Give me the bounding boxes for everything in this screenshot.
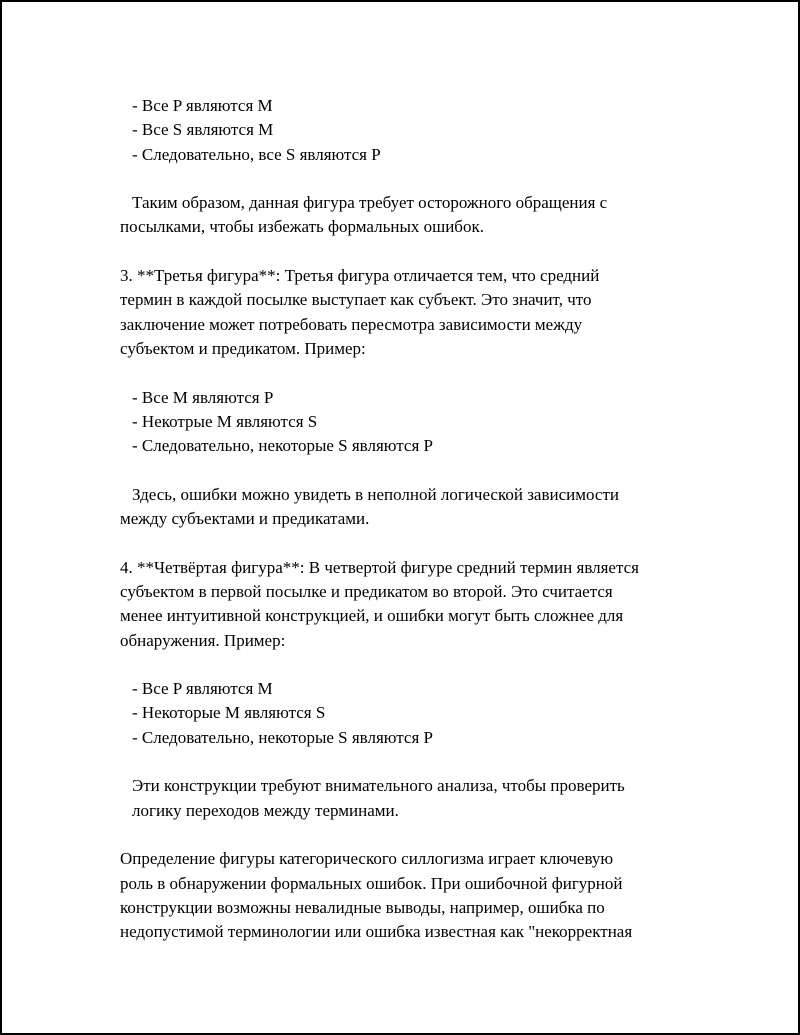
- paragraph-line: субъектом в первой посылке и предикатом во второй. Это считается: [120, 581, 613, 601]
- paragraph-line: обнаружения. Пример:: [120, 630, 286, 650]
- syllogism-example-list: [120, 677, 740, 750]
- paragraph-line: менее интуитивной конструкцией, и ошибки могут быть сложнее для: [120, 606, 624, 626]
- example-note: [120, 191, 740, 240]
- third-figure-paragraph: [120, 264, 740, 361]
- example-note: [120, 774, 740, 823]
- example-note: [120, 483, 740, 532]
- list-item: - Все P являются M: [132, 679, 273, 699]
- list-item: - Некотрые M являются S: [132, 411, 318, 431]
- paragraph-line: субъектом и предикатом. Пример:: [120, 338, 366, 358]
- paragraph-line: Таким образом, данная фигура требует осторожного обращения с: [132, 193, 608, 213]
- paragraph-line: 4. **Четвёртая фигура**: В четвертой фигуре средний термин является: [120, 557, 639, 577]
- paragraph-line: термин в каждой посылке выступает как субъект. Это значит, что: [120, 290, 592, 310]
- fourth-figure-paragraph: [120, 556, 740, 653]
- list-item: - Некоторые M являются S: [132, 703, 326, 723]
- syllogism-example-list: [120, 386, 740, 459]
- syllogism-example-list: [120, 94, 740, 167]
- list-item: - Все S являются M: [132, 120, 274, 140]
- list-item: - Следовательно, некоторые S являются P: [132, 436, 433, 456]
- paragraph-line: между субъектами и предикатами.: [120, 509, 370, 529]
- paragraph-line: Определение фигуры категорического силлогизма играет ключевую: [120, 849, 614, 869]
- list-item: - Следовательно, некоторые S являются P: [132, 727, 433, 747]
- paragraph-line: роль в обнаружении формальных ошибок. При ошибочной фигурной: [120, 873, 623, 893]
- document-body: [120, 94, 740, 944]
- paragraph-line: заключение может потребовать пересмотра зависимости между: [120, 314, 583, 334]
- list-item: - Все M являются P: [132, 387, 274, 407]
- list-item: - Все P являются M: [132, 96, 273, 115]
- paragraph-line: посылками, чтобы избежать формальных ошибок.: [120, 217, 484, 237]
- paragraph-line: логику переходов между терминами.: [132, 800, 399, 820]
- paragraph-line: недопустимой терминологии или ошибка известная как "некорректная: [120, 922, 633, 942]
- list-item: - Следовательно, все S являются P: [132, 144, 381, 164]
- paragraph-line: Здесь, ошибки можно увидеть в неполной логической зависимости: [132, 484, 619, 504]
- conclusion-paragraph: [120, 847, 740, 944]
- paragraph-line: Эти конструкции требуют внимательного анализа, чтобы проверить: [132, 776, 625, 796]
- paragraph-line: 3. **Третья фигура**: Третья фигура отличается тем, что средний: [120, 266, 600, 286]
- paragraph-line: конструкции возможны невалидные выводы, например, ошибка по: [120, 897, 605, 917]
